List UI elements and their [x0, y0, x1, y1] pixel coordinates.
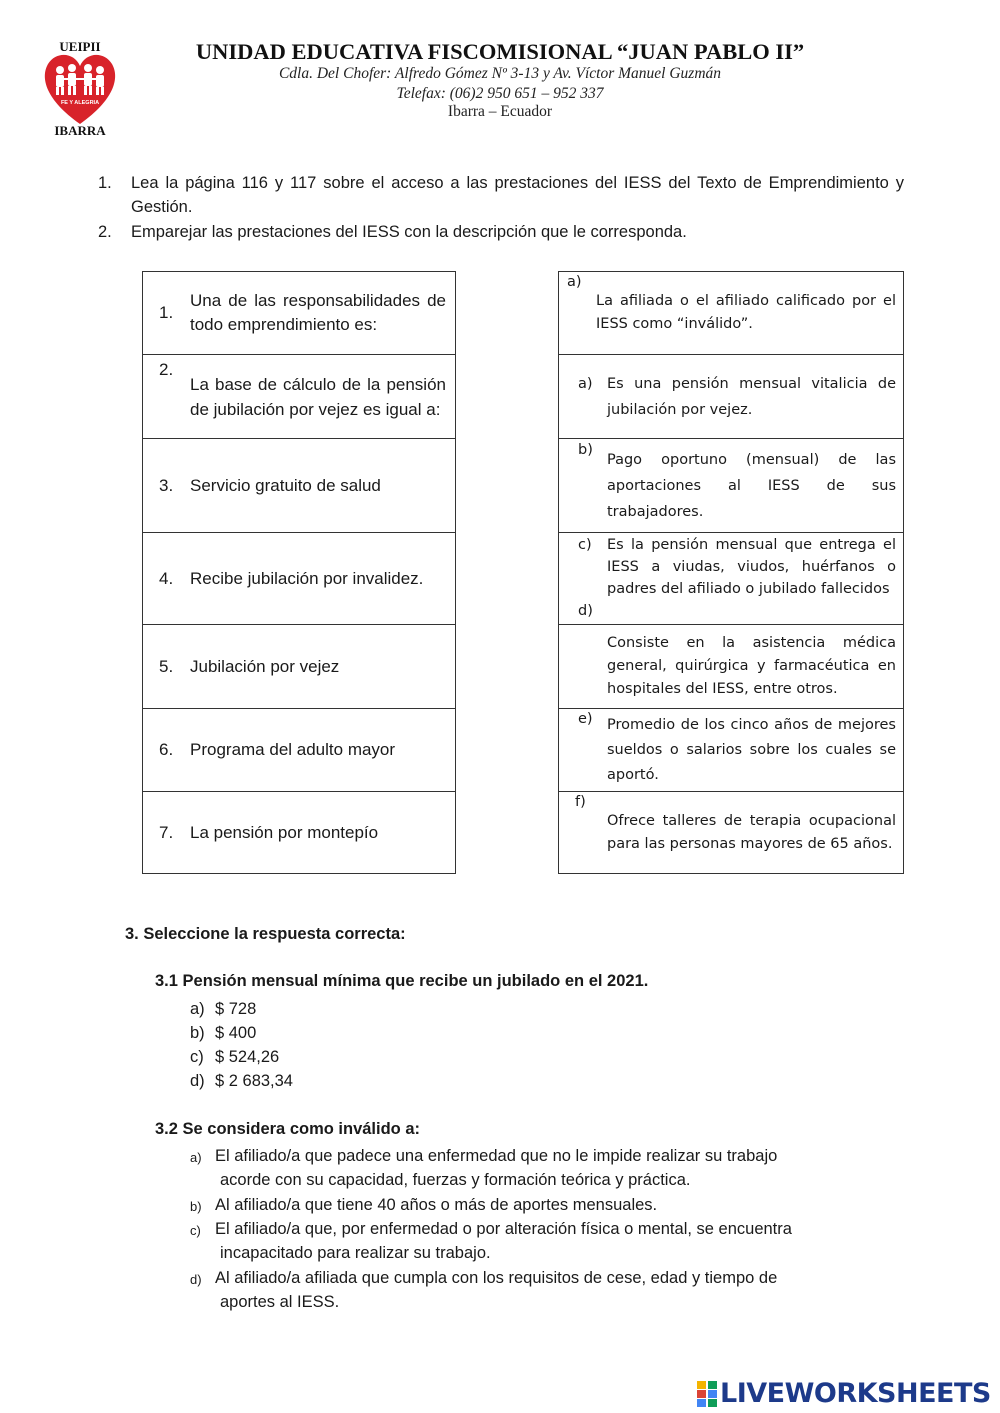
right-item-f[interactable]: [559, 792, 903, 873]
right-item-letter-d: d): [578, 603, 593, 619]
logo-text-bottom: IBARRA: [54, 123, 106, 138]
q2-option-c[interactable]: [190, 1217, 904, 1265]
left-item-7[interactable]: [143, 792, 455, 873]
heart-shape: [45, 55, 115, 124]
option-text-line2: aportes al IESS.: [220, 1293, 340, 1311]
right-item-e[interactable]: [559, 709, 903, 792]
left-item-2[interactable]: [143, 355, 455, 439]
option-text-line1: El afiliado/a que padece una enfermedad que no le impide realizar su trabajo: [215, 1147, 778, 1165]
q2-option-b[interactable]: [190, 1193, 904, 1217]
liveworksheets-wordmark: LIVEWORKSHEETS: [720, 1378, 991, 1409]
left-item-text: Recibe jubilación por invalidez.: [190, 568, 424, 588]
instruction-number: 2.: [98, 223, 112, 241]
instruction-text: Emparejar las prestaciones del IESS con la descripción que le corresponda.: [131, 223, 687, 241]
q2-option-d[interactable]: [190, 1266, 904, 1314]
left-item-number: 7.: [159, 822, 174, 842]
option-letter: c): [190, 1223, 201, 1238]
liveworksheets-brand[interactable]: [696, 1378, 991, 1409]
left-item-number: 1.: [159, 303, 174, 322]
question-3-2-title: 3.2 Se considera como inválido a:: [155, 1120, 421, 1138]
option-letter: b): [190, 1024, 205, 1042]
right-item-letter: e): [578, 711, 593, 727]
left-item-number: 6.: [159, 740, 174, 759]
left-item-text: La base de cálculo de la pensión de jubilación por vejez es igual a:: [190, 374, 446, 419]
right-item-text: Promedio de los cinco años de mejores sueldos o salarios sobre los cuales se aportó.: [607, 716, 896, 783]
left-item-number: 4.: [159, 568, 174, 588]
left-item-5[interactable]: [143, 625, 455, 709]
option-text-line2: acorde con su capacidad, fuerzas y formación teórica y práctica.: [220, 1171, 691, 1189]
right-item-letter-c: c): [578, 537, 592, 553]
left-item-text: La pensión por montepío: [190, 822, 379, 842]
option-text: $ 524,26: [215, 1048, 280, 1066]
left-item-text: Jubilación por vejez: [190, 656, 340, 676]
right-item-text: La afiliada o el afiliado calificado por el IESS como “inválido”.: [596, 293, 896, 332]
left-item-1[interactable]: [143, 272, 455, 355]
right-matching-table: [558, 271, 904, 874]
instruction-1: [98, 171, 904, 219]
question-3-1-title: 3.1 Pensión mensual mínima que recibe un jubilado en el 2021.: [155, 972, 649, 990]
right-item-text: Es la pensión mensual que entrega el IESS a viudas, viudos, huérfanos o padres del afiliado o jubilado fallecidos: [607, 537, 896, 597]
right-item-letter: f): [575, 794, 586, 810]
right-item-letter: b): [578, 442, 593, 458]
instruction-text: Lea la página 116 y 117 sobre el acceso a las prestaciones del IESS del Texto de Emprendimiento y Gestión.: [131, 174, 904, 216]
right-item-d[interactable]: [559, 625, 903, 709]
right-item-b[interactable]: [559, 439, 903, 533]
left-item-number: 2.: [159, 360, 174, 379]
q2-option-a[interactable]: [190, 1144, 904, 1192]
liveworksheets-logo-icon: [696, 1380, 718, 1408]
left-item-3[interactable]: [143, 439, 455, 533]
q1-option-b[interactable]: [190, 1021, 904, 1045]
section-3-title: 3. Seleccione la respuesta correcta:: [125, 925, 406, 943]
option-text-line1: Al afiliado/a que tiene 40 años o más de aportes mensuales.: [215, 1196, 658, 1214]
option-letter: a): [190, 1150, 202, 1165]
option-text-line1: Al afiliado/a afiliada que cumpla con los requisitos de cese, edad y tiempo de: [215, 1269, 778, 1287]
right-item-letter: [578, 534, 607, 622]
school-city: Ibarra – Ecuador: [447, 103, 553, 120]
left-item-number: 3.: [159, 475, 174, 495]
instruction-number: 1.: [98, 174, 112, 192]
left-matching-table: [142, 271, 456, 874]
left-item-4[interactable]: [143, 533, 455, 625]
school-phone: Telefax: (06)2 950 651 – 952 337: [396, 85, 604, 102]
school-address: Cdla. Del Chofer: Alfredo Gómez Nº 3-13 y Av. Víctor Manuel Guzmán: [278, 65, 722, 82]
left-item-text: Programa del adulto mayor: [190, 740, 396, 759]
option-letter: d): [190, 1272, 202, 1287]
option-letter: b): [190, 1199, 202, 1214]
option-text: $ 2 683,34: [215, 1072, 293, 1090]
instruction-2: [98, 220, 904, 244]
logo-text-top: UEIPII: [59, 39, 101, 54]
left-item-text: Servicio gratuito de salud: [190, 475, 381, 495]
q1-option-c[interactable]: [190, 1045, 904, 1069]
option-text-line2: incapacitado para realizar su trabajo.: [220, 1244, 491, 1262]
logo-text-mid: FE Y ALEGRIA: [60, 100, 100, 106]
right-item-a1[interactable]: [559, 272, 903, 355]
right-item-text: Pago oportuno (mensual) de las aportaciones al IESS de sus trabajadores.: [607, 451, 896, 520]
q1-option-a[interactable]: [190, 997, 904, 1021]
option-text: $ 400: [215, 1024, 257, 1042]
q1-option-d[interactable]: [190, 1069, 904, 1093]
right-item-a2[interactable]: [559, 355, 903, 439]
right-item-text: Es una pensión mensual vitalicia de jubilación por vejez.: [607, 375, 896, 418]
option-text: $ 728: [215, 1000, 257, 1018]
option-letter: d): [190, 1072, 205, 1090]
school-logo: [38, 38, 122, 138]
option-text-line1: El afiliado/a que, por enfermedad o por alteración física o mental, se encuentra: [215, 1220, 792, 1238]
option-letter: a): [190, 1000, 205, 1018]
option-letter: c): [190, 1048, 204, 1066]
right-item-letter: a): [578, 376, 593, 392]
right-item-c[interactable]: [559, 533, 903, 625]
right-item-letter: a): [567, 274, 582, 290]
left-item-6[interactable]: [143, 709, 455, 792]
school-title: UNIDAD EDUCATIVA FISCOMISIONAL “JUAN PABLO II”: [195, 39, 805, 64]
left-item-text: Una de las responsabilidades de todo emprendimiento es:: [190, 291, 446, 334]
left-item-number: 5.: [159, 656, 174, 676]
right-item-text: Consiste en la asistencia médica general, quirúrgica y farmacéutica en hospitales del IESS, entre otros.: [607, 635, 896, 697]
right-item-text: Ofrece talleres de terapia ocupacional para las personas mayores de 65 años.: [607, 812, 896, 852]
